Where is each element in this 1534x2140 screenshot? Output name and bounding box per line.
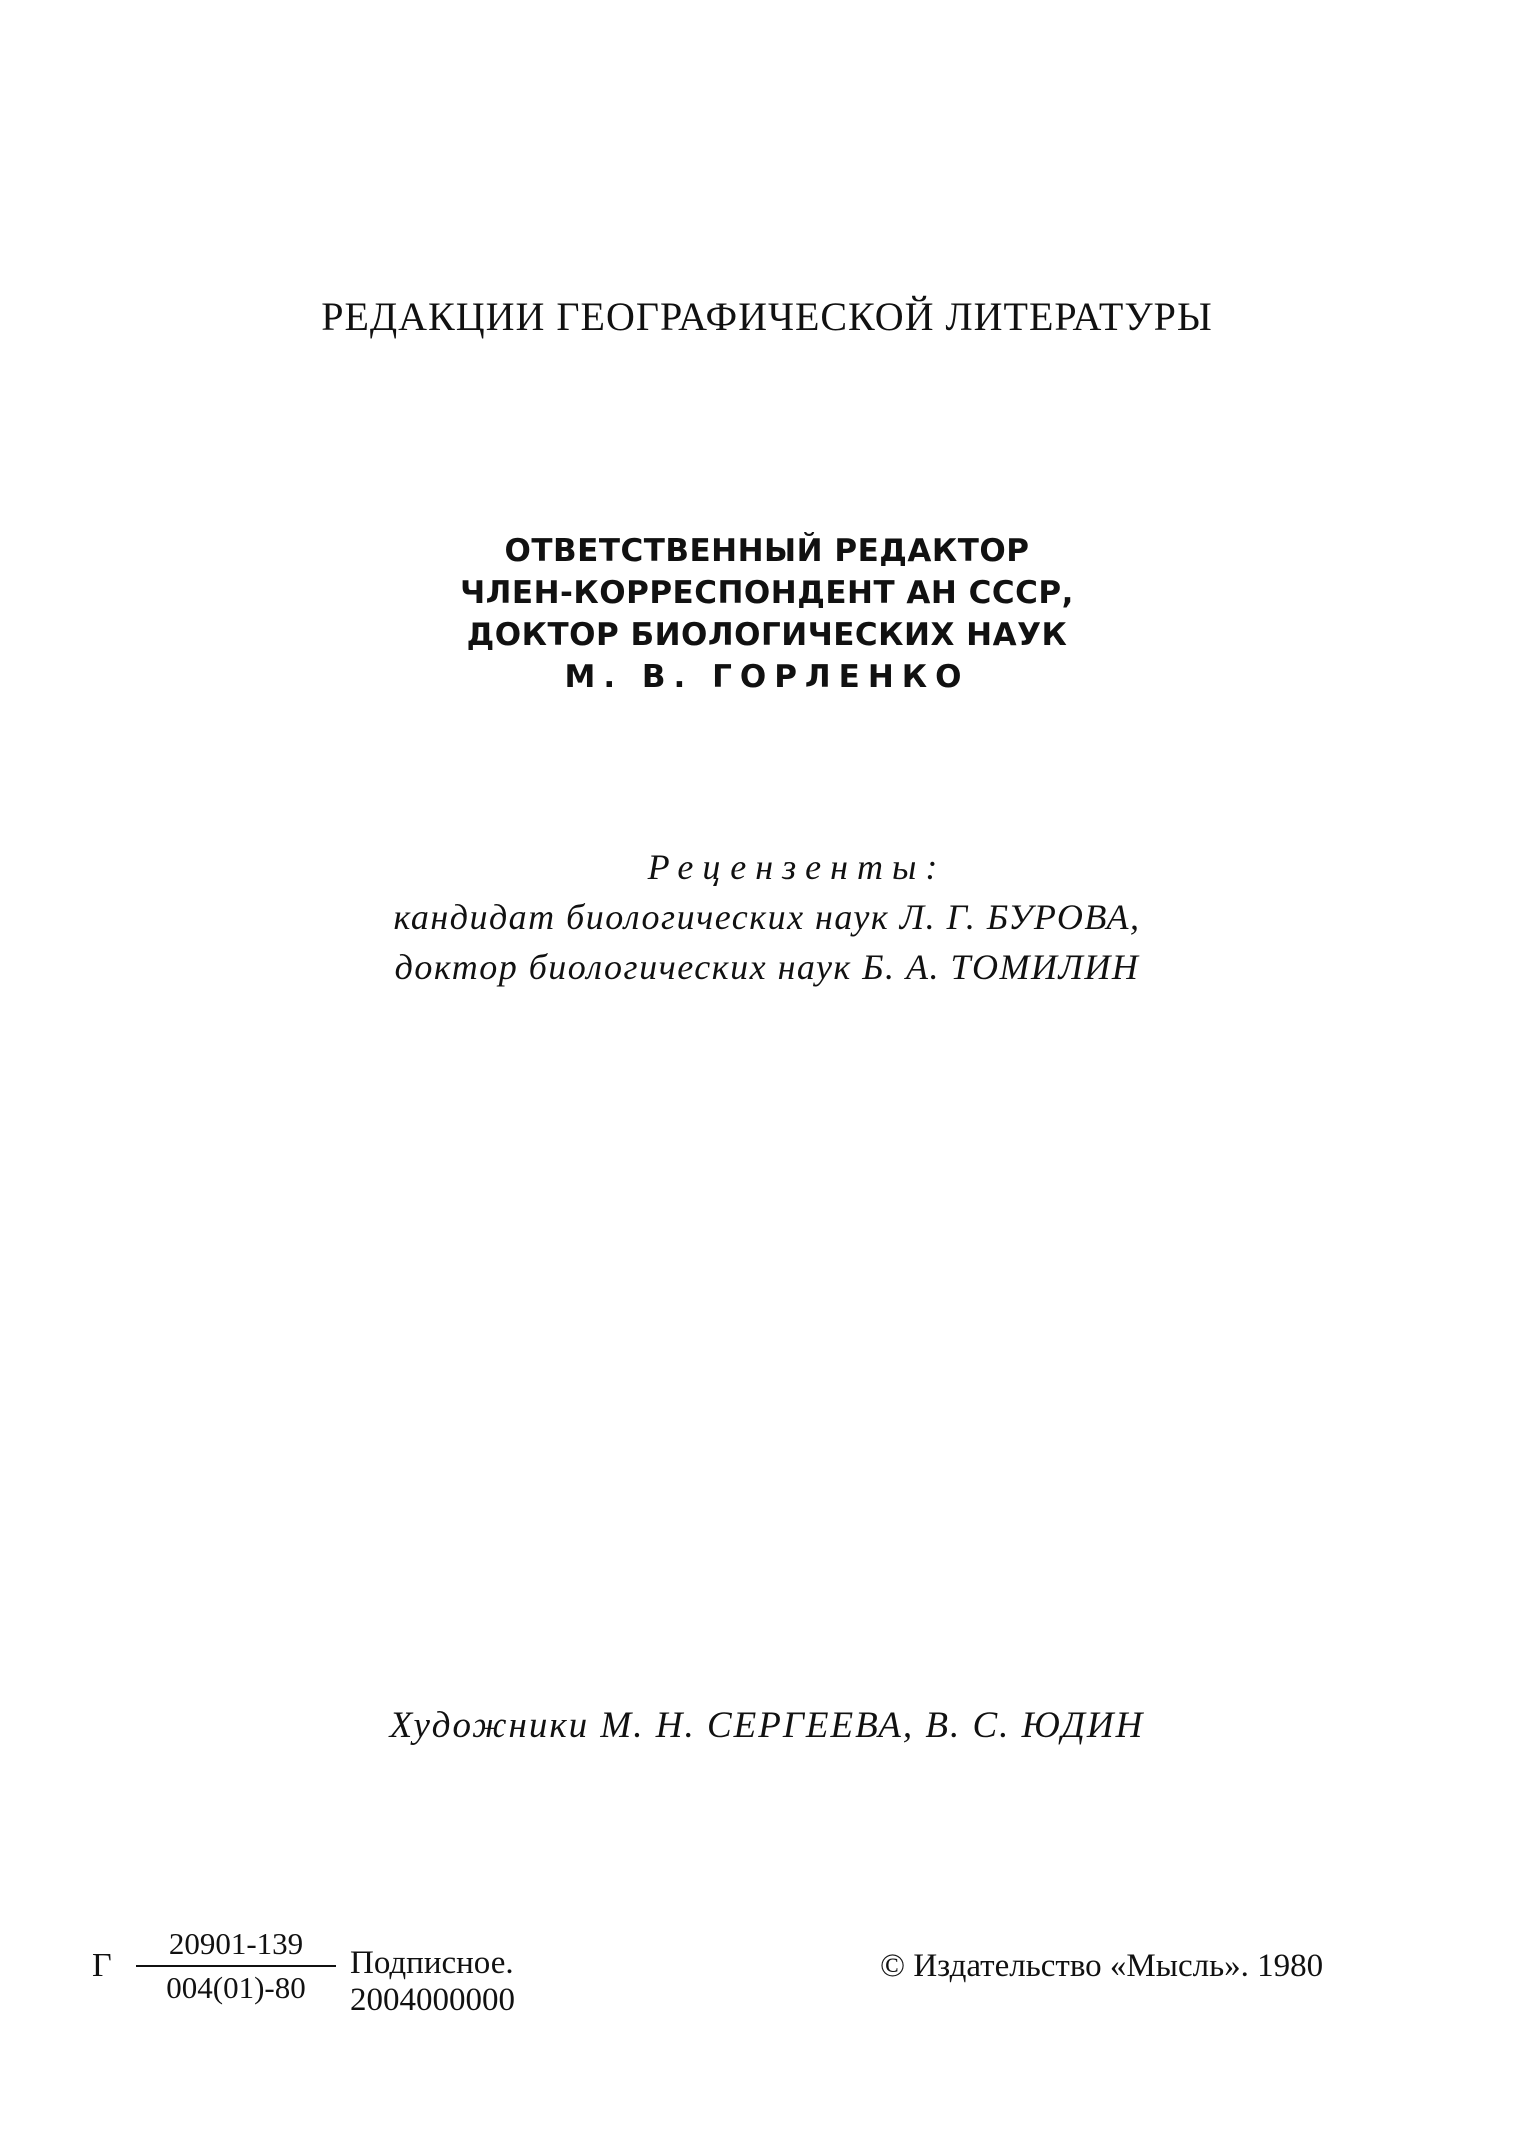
imprint-fraction [136, 1925, 336, 2007]
copyright-notice: © Издательство «Мысль». 1980 [880, 1948, 1324, 1984]
imprint-denominator: 004(01)-80 [166, 1970, 306, 2005]
editor-role: ОТВЕТСТВЕННЫЙ РЕДАКТОР [504, 533, 1030, 569]
editor-title-2: ДОКТОР БИОЛОГИЧЕСКИХ НАУК [466, 617, 1068, 653]
imprint-letter: Г [92, 1947, 112, 1984]
reviewer-2: доктор биологических наук Б. А. ТОМИЛИН [394, 947, 1140, 987]
reviewer-1: кандидат биологических наук Л. Г. БУРОВА, [393, 897, 1141, 937]
editor-name: М. В. ГОРЛЕНКО [564, 659, 970, 695]
editor-block [0, 530, 1534, 698]
fraction-bar [136, 1965, 336, 1967]
reviewers-block [0, 842, 1534, 992]
editorial-board-heading: РЕДАКЦИИ ГЕОГРАФИЧЕСКОЙ ЛИТЕРАТУРЫ [321, 294, 1213, 339]
reviewers-heading: Рецензенты: [647, 847, 947, 887]
subscription-info: Подписное. 2004000000 [350, 1945, 515, 2018]
artists-credit: Художники М. Н. СЕРГЕЕВА, В. С. ЮДИН [389, 1705, 1145, 1746]
editor-title-1: ЧЛЕН-КОРРЕСПОНДЕНТ АН СССР, [460, 575, 1074, 611]
imprint-numerator: 20901-139 [168, 1926, 304, 1961]
